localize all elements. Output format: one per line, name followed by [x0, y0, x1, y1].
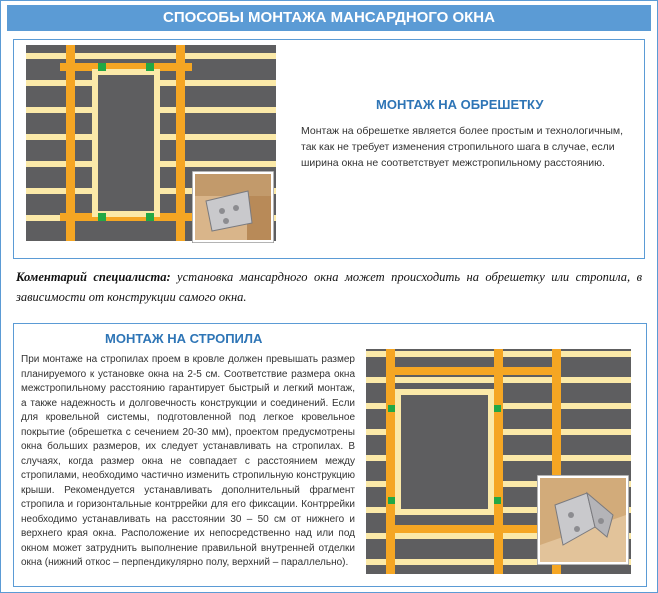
- banner-title: СПОСОБЫ МОНТАЖА МАНСАРДНОГО ОКНА: [7, 5, 651, 31]
- section1-heading: МОНТАЖ НА ОБРЕШЕТКУ: [376, 97, 544, 112]
- section2-body: При монтаже на стропилах проем в кровле должен превышать размер планируемого к установке окна на 2-5 см. Соответствие размера окна межстропильному расстоянию гарантирует быстрый и легкий монтаж, а также надежность и долговечность конструкции и соединений. Если для кровельной системы, подготовленной под легкое кровельное покрытие (обрешетка с сечением 20-30 мм), проектом предусмотрены окна больших размеров, их следует устанавливать на стропилах. В случаях, когда размер окна не совпадает с расстоянием между стропилами, необходимо частично изменить стропильную конструкцию крыши. Рекомендуется устанавливать дополнительный фрагмент стропила и горизонтальные контррейки для его фиксации. Контррейки необходимо устанавливать на расстоянии 30 – 50 см от нижнего и верхнего края окна. Расположение их непосредственно над или под окном может затруднить выполнение правильной внутренней отделки окна (нижний откос – перпендикулярно полу, верхний – параллельно).: [21, 354, 355, 568]
- comment-label: Коментарий специалиста:: [16, 270, 171, 284]
- section2-heading: МОНТАЖ НА СТРОПИЛА: [105, 331, 263, 346]
- bracket-photo-1: [192, 171, 274, 243]
- comment-text: установка мансардного окна может происходить на обрешетку или стропила, в зависимости от конструкции самого окна.: [16, 270, 642, 304]
- bracket-photo-2: [537, 475, 629, 565]
- section1-body: Монтаж на обрешетке является более простым и технологичным, так как не требует изменения стропильного шага в случае, если ширина окна не соответствует межстропильному расстоянию.: [301, 125, 624, 169]
- expert-comment: [16, 267, 642, 307]
